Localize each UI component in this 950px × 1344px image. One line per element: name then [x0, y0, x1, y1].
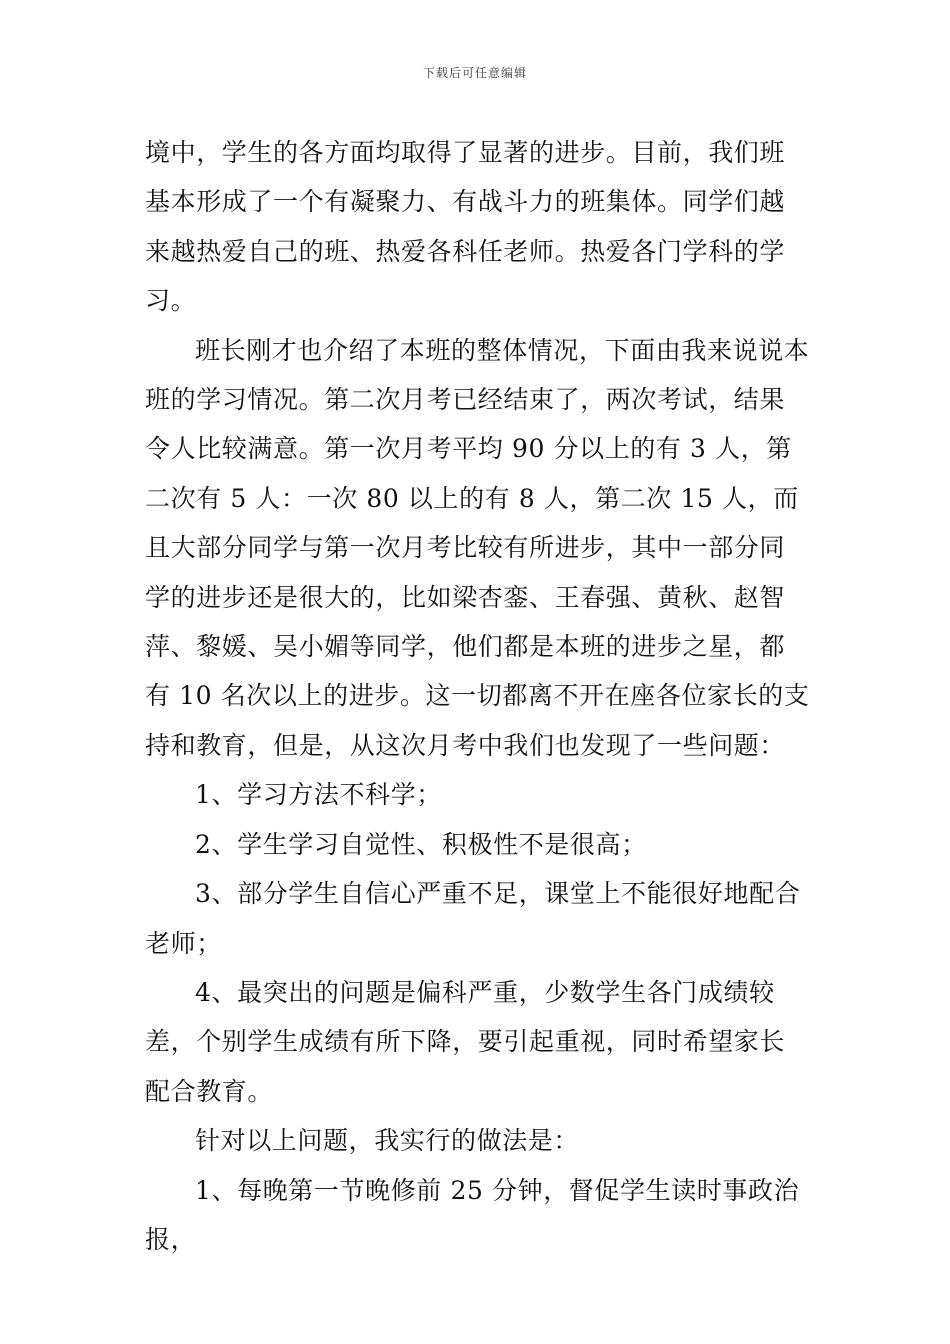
list-item: 3、部分学生自信心严重不足，课堂上不能很好地配合老师；	[145, 879, 801, 958]
paragraph: 境中，学生的各方面均取得了显著的进步。目前，我们班基本形成了一个有凝聚力、有战斗力的班集体。同学们越来越热爱自己的班、热爱各科任老师。热爱各门学科的学习。	[145, 138, 786, 316]
list-item: 4、最突出的问题是偏科严重，少数学生各门成绩较差，个别学生成绩有所下降，要引起重视，同时希望家长配合教育。	[145, 977, 786, 1106]
page-header: 下载后可任意编辑	[422, 66, 527, 80]
paragraph: 针对以上问题，我实行的做法是：	[195, 1126, 580, 1156]
document-body	[145, 128, 810, 1264]
list-item: 2、学生学习自觉性、积极性不是很高；	[195, 829, 647, 859]
paragraph: 班长刚才也介绍了本班的整体情况，下面由我来说说本班的学习情况。第二次月考已经结束了，两次考试，结果令人比较满意。第一次月考平均 90 分以上的有 3 人，第二次有 5 人：一次 80 以上的有 8 人，第二次 15 人，而且大部分同学与第一次月考比较有所进步，其中一部分同学的进步还是很大的，比如梁杏銮、王春强、黄秋、赵智萍、黎媛、吴小媚等同学，他们都是本班的进步之星，都有 10 名次以上的进步。这一切都离不开在座各位家长的支持和教育，但是，从这次月考中我们也发现了一些问题：	[145, 335, 810, 760]
list-item: 1、学习方法不科学；	[195, 780, 442, 810]
list-item: 1、每晚第一节晚修前 25 分钟，督促学生读时事政治报，	[145, 1175, 800, 1254]
